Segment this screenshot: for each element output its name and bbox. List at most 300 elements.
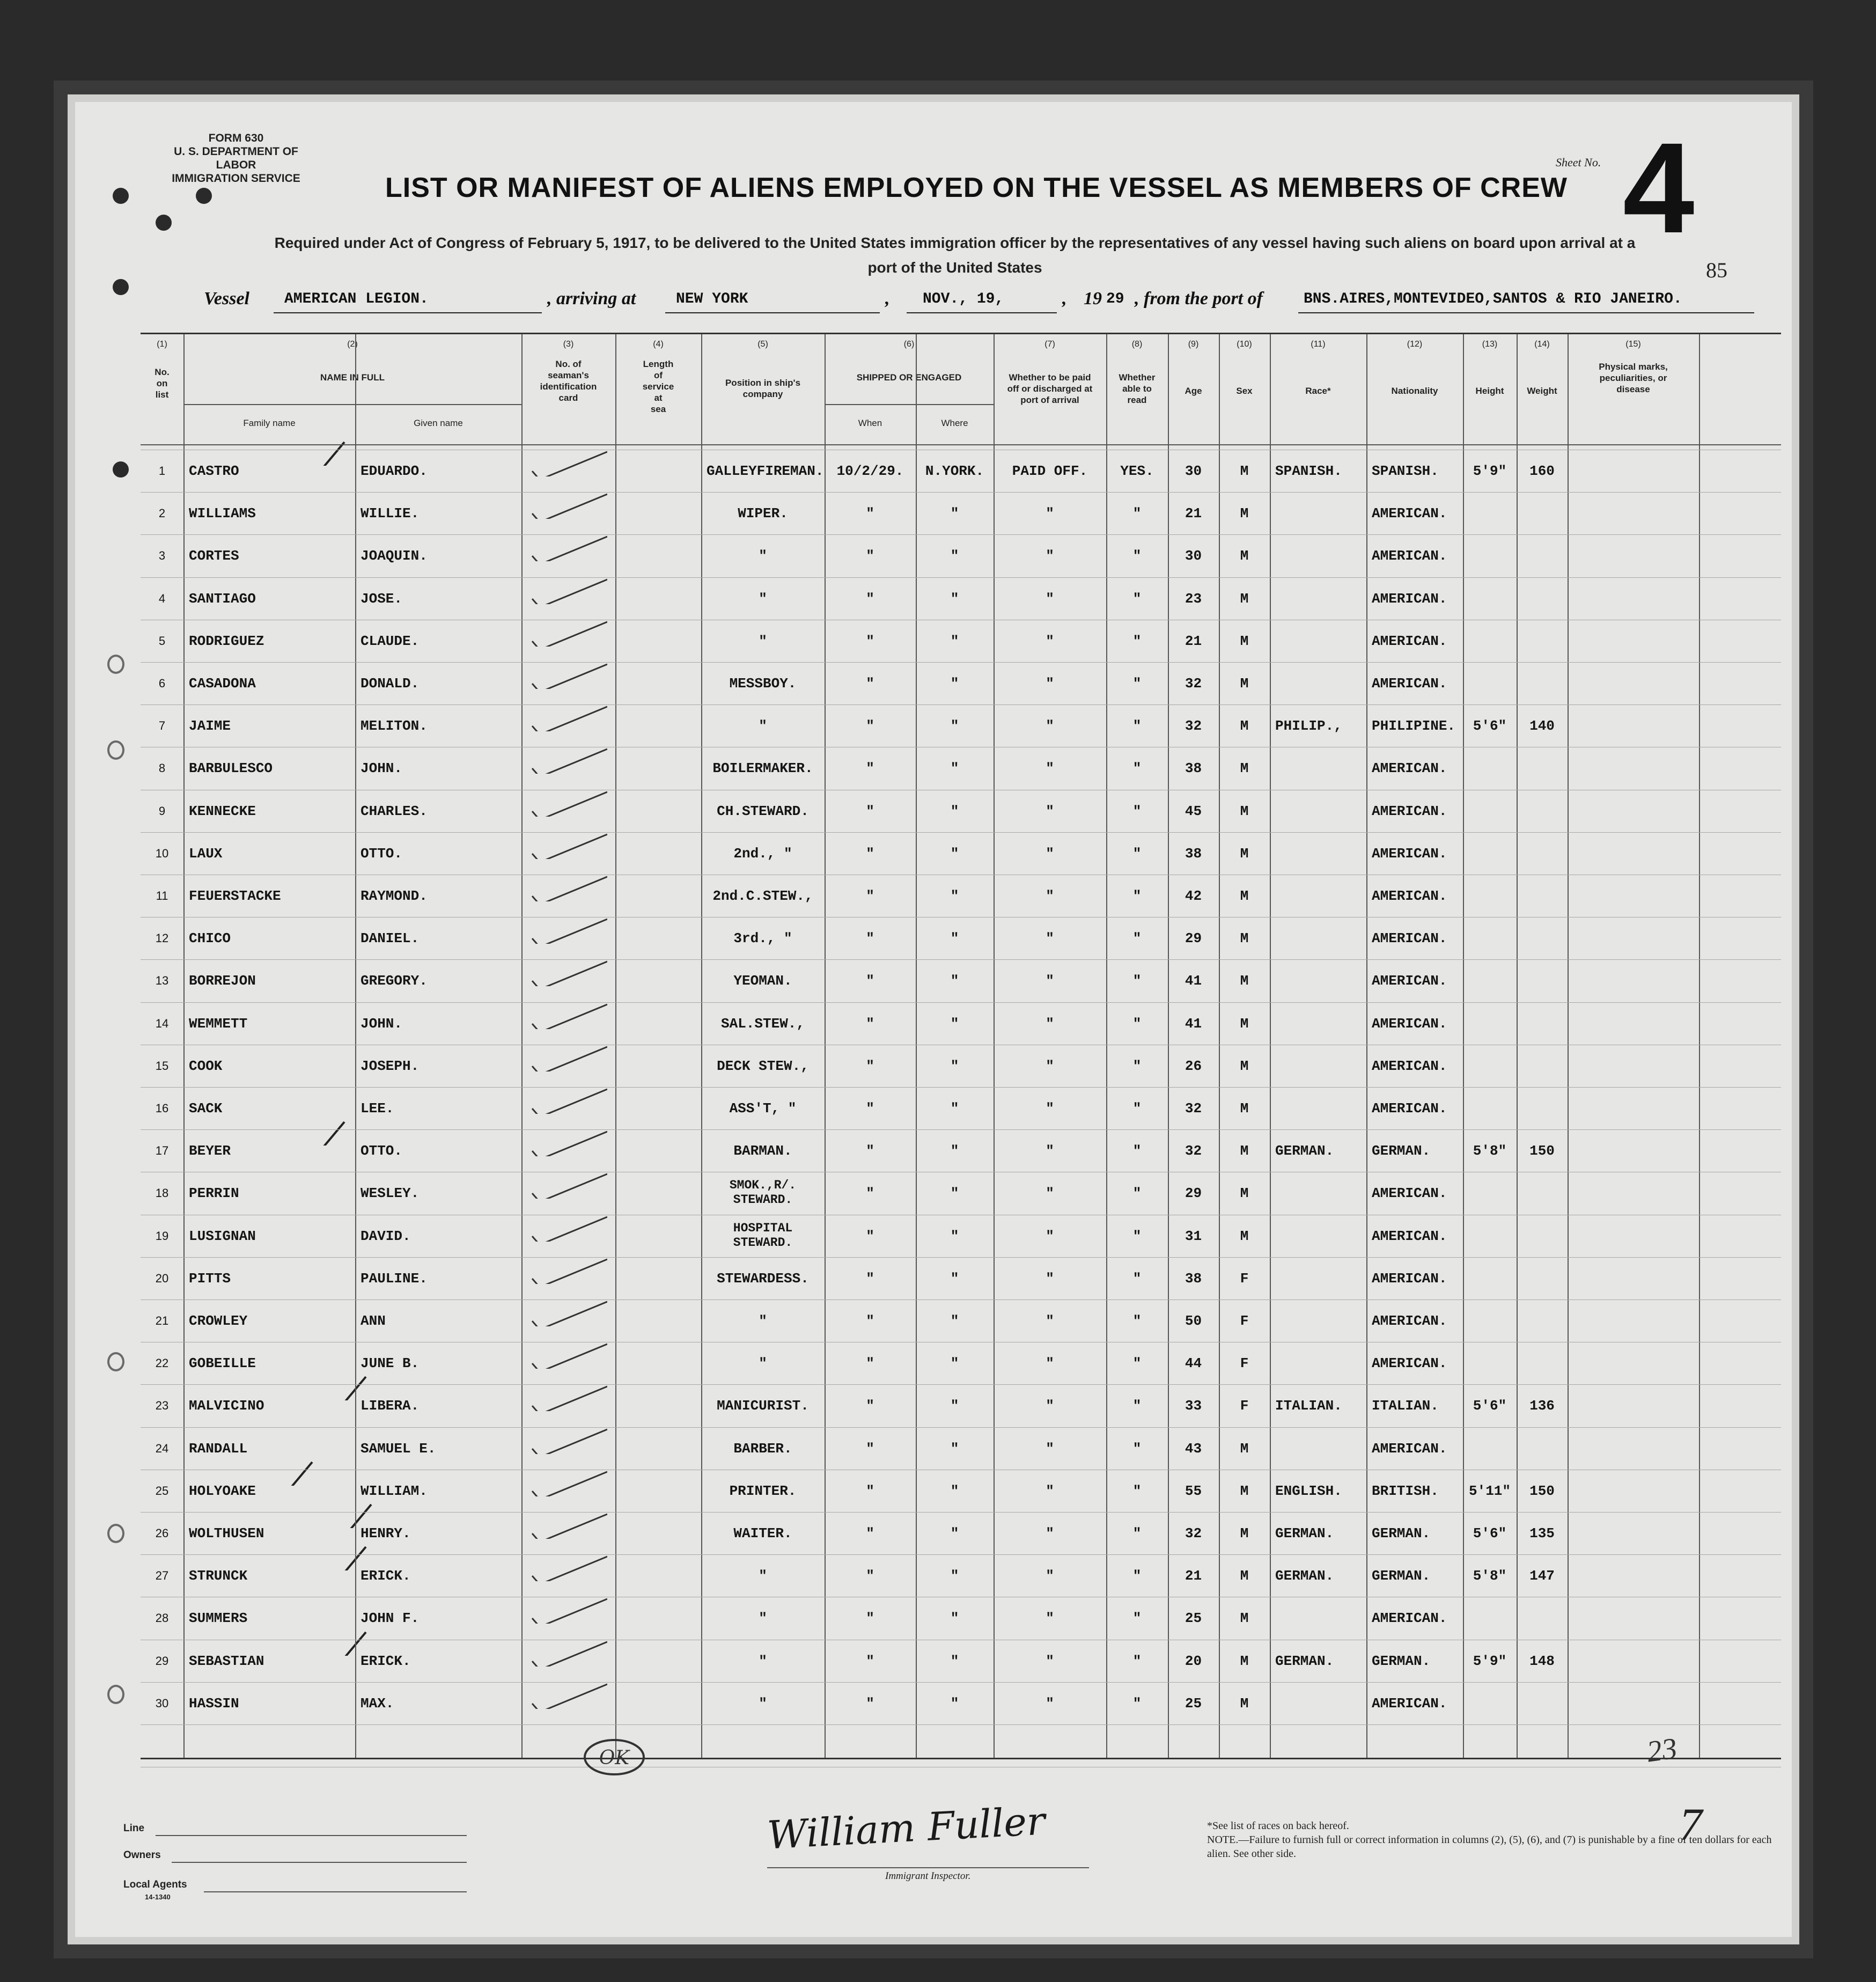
cell-sex: M [1240,803,1249,819]
subtitle-line-1: Required under Act of Congress of February 5, 1917, to be delivered to the United States immigration officer by the representatives of any vessel having such aliens on board upon arrival at a [274,234,1636,251]
cell-given: WILLIE. [361,505,420,522]
cell-position: SMOK.,R/. STEWARD. [729,1178,797,1207]
cell-when: " [866,633,874,649]
cell-nationality: AMERICAN. [1372,1313,1447,1329]
cell-sex: M [1240,1185,1249,1202]
cell-when: " [866,888,874,904]
cell-age: 32 [1185,676,1202,692]
cell-sex: F [1240,1355,1249,1372]
cell-age: 25 [1185,1610,1202,1627]
cell-weight: 140 [1529,718,1555,735]
cell-read: " [1132,633,1142,649]
cell-given: MAX. [361,1695,394,1712]
inspector-signature: William Fuller [766,1798,1047,1858]
cell-sex: M [1240,1143,1249,1159]
cell-age: 30 [1185,548,1202,564]
cell-height: 5'9" [1473,463,1507,479]
checkmark-icon [527,492,607,519]
cell-no: 13 [155,974,169,988]
cell-nationality: GERMAN. [1372,1653,1431,1669]
checkmark-icon [527,747,607,774]
vessel-name: AMERICAN LEGION. [284,291,429,307]
cell-when: " [866,1143,874,1159]
cell-when: " [866,718,874,735]
cell-nationality: AMERICAN. [1372,505,1447,522]
cell-nationality: AMERICAN. [1372,548,1447,564]
cell-position: BOILERMAKER. [712,760,813,777]
cell-family: COOK [189,1058,223,1074]
col-num-4: (4) [653,340,664,349]
cell-paid: " [1046,1610,1054,1627]
cell-given: WILLIAM. [361,1482,428,1499]
cell-no: 7 [158,719,166,733]
cell-where: " [950,1398,959,1414]
checkmark-icon [527,1384,607,1411]
checkmark-icon [527,1427,607,1454]
header-name-in-full: NAME IN FULL [320,372,385,383]
cell-position: GALLEYFIREMAN. [707,463,824,479]
cell-paid: " [1046,1398,1054,1414]
cell-position: 2nd.C.STEW., [712,888,813,904]
header-given-name: Given name [414,418,463,428]
cell-nationality: AMERICAN. [1372,760,1447,777]
cell-sex: M [1240,930,1249,947]
header-service: Length of service at sea [642,359,674,414]
cell-age: 38 [1185,760,1202,777]
cell-sex: M [1240,1228,1249,1244]
cell-paid: " [1046,1270,1054,1287]
checkmark-icon [527,1129,607,1156]
col-num-14: (14) [1534,340,1550,349]
cell-family: CHICO [189,930,231,947]
cell-given: GREGORY. [361,973,428,989]
cell-age: 33 [1185,1398,1202,1414]
cell-no: 27 [155,1569,169,1583]
header-height: Height [1475,386,1504,396]
cell-family: CASADONA [189,676,256,692]
cell-position: " [759,1355,767,1372]
cell-race: GERMAN. [1275,1143,1334,1159]
checkmark-icon [527,1470,607,1496]
cell-no: 21 [155,1314,169,1327]
cell-age: 32 [1185,718,1202,735]
cell-read: " [1132,1355,1142,1372]
cell-where: " [950,1568,959,1584]
cell-given: DONALD. [361,676,420,692]
cell-no: 19 [155,1229,169,1243]
checkmark-icon [527,1045,607,1071]
binder-ring [107,1352,124,1371]
cell-family: JAIME [189,718,231,735]
cell-family: MALVICINO [189,1398,264,1414]
crew-table [141,333,1781,1759]
col-num-15: (15) [1625,340,1641,349]
cell-when: " [866,676,874,692]
cell-nationality: AMERICAN. [1372,1270,1447,1287]
cell-given: LIBERA. [361,1398,420,1414]
cell-read: " [1132,1143,1142,1159]
cell-age: 32 [1185,1100,1202,1117]
cell-nationality: AMERICAN. [1372,1610,1447,1627]
cell-when: " [866,973,874,989]
cell-nationality: AMERICAN. [1372,1440,1447,1457]
checkmark-icon [527,1300,607,1326]
cell-age: 50 [1185,1313,1202,1329]
cell-sex: M [1240,676,1249,692]
cell-height: 5'6" [1473,1525,1507,1541]
cell-family: PERRIN [189,1185,239,1202]
cell-sex: M [1240,845,1249,862]
cell-family: KENNECKE [189,803,256,819]
cell-nationality: AMERICAN. [1372,1058,1447,1074]
cell-where: " [950,1185,959,1202]
cell-when: 10/2/29. [836,463,904,479]
cell-weight: 160 [1529,463,1555,479]
cell-where: " [950,505,959,522]
header-position: Position in ship's company [725,378,801,399]
cell-where: " [950,1695,959,1712]
subtitle-line-2: port of the United States [867,259,1042,276]
cell-family: BORREJON [189,973,256,989]
binder-ring [107,655,124,674]
cell-where: " [950,760,959,777]
cell-position: " [759,633,767,649]
cell-no: 25 [155,1484,169,1497]
punch-hole [113,461,129,478]
cell-given: RAYMOND. [361,888,428,904]
cell-position: BARMAN. [733,1143,792,1159]
year-prefix: 19 [1084,289,1102,309]
checkmark-icon [527,534,607,561]
department-stamp: FORM 630 U. S. DEPARTMENT OF LABOR IMMIGRATION SERVICE [172,132,300,185]
col-num-9: (9) [1188,340,1199,349]
cell-nationality: GERMAN. [1372,1568,1431,1584]
cell-given: DANIEL. [361,930,420,947]
cell-family: BARBULESCO [189,760,273,777]
cell-position: 3rd., " [733,930,792,947]
cell-when: " [866,1568,874,1584]
cell-where: " [950,803,959,819]
line-label: Line [123,1823,145,1834]
header-weight: Weight [1527,386,1557,396]
cell-age: 42 [1185,888,1202,904]
checkmark-icon [301,1119,382,1146]
cell-no: 29 [155,1654,169,1668]
cell-height: 5'6" [1473,718,1507,735]
cell-paid: " [1046,760,1054,777]
cell-paid: " [1046,1440,1054,1457]
checkmark-icon [527,1554,607,1581]
cell-family: SEBASTIAN [189,1653,264,1669]
cell-no: 10 [155,846,169,860]
from-label: , from the port of [1135,289,1263,309]
cell-given: JOHN. [361,760,403,777]
cell-nationality: ITALIAN. [1372,1398,1439,1414]
checkmark-icon [323,1374,403,1400]
cell-age: 38 [1185,1270,1202,1287]
cell-race: ENGLISH. [1275,1482,1342,1499]
cell-when: " [866,1313,874,1329]
cell-given: JOHN. [361,1015,403,1032]
checkmark-icon [527,1512,607,1539]
cell-family: WILLIAMS [189,505,256,522]
cell-nationality: AMERICAN. [1372,1100,1447,1117]
cell-paid: " [1046,930,1054,947]
cell-when: " [866,1015,874,1032]
cell-given: JOAQUIN. [361,548,428,564]
cell-sex: M [1240,1568,1249,1584]
cell-read: " [1132,1482,1142,1499]
cell-race: ITALIAN. [1275,1398,1342,1414]
cell-sex: F [1240,1270,1249,1287]
cell-no: 24 [155,1441,169,1455]
checkmark-icon [328,1501,409,1528]
cell-nationality: AMERICAN. [1372,1228,1447,1244]
cell-where: " [950,845,959,862]
cell-when: " [866,590,874,607]
cell-when: " [866,845,874,862]
cell-nationality: PHILIPINE. [1372,718,1456,735]
punch-hole [113,188,129,204]
cell-given: EDUARDO. [361,463,428,479]
checkmark-icon [323,1629,403,1656]
cell-paid: " [1046,633,1054,649]
cell-read: " [1132,1525,1142,1541]
cell-position: PRINTER. [729,1482,797,1499]
cell-position: " [759,590,767,607]
header-when: When [858,418,882,428]
cell-weight: 148 [1529,1653,1555,1669]
cell-no: 4 [158,591,166,605]
departure-ports: BNS.AIRES,MONTEVIDEO,SANTOS & RIO JANEIRO. [1304,291,1682,307]
cell-no: 30 [155,1696,169,1710]
cell-no: 18 [155,1186,169,1200]
cell-no: 22 [155,1356,169,1370]
cell-family: HASSIN [189,1695,239,1712]
col-num-11: (11) [1311,340,1326,349]
cell-family: SUMMERS [189,1610,248,1627]
arrival-port: NEW YORK [676,291,748,307]
cell-given: OTTO. [361,845,403,862]
cell-no: 28 [155,1611,169,1625]
cell-family: FEUERSTACKE [189,888,281,904]
cell-where: " [950,676,959,692]
cell-paid: " [1046,1355,1054,1372]
page-title: LIST OR MANIFEST OF ALIENS EMPLOYED ON THE VESSEL AS MEMBERS OF CREW [385,172,1568,203]
arrival-date: NOV., 19, [923,291,1004,307]
cell-read: " [1132,1228,1142,1244]
cell-where: " [950,1653,959,1669]
checkmark-icon [527,1002,607,1029]
cell-sex: M [1240,548,1249,564]
cell-no: 17 [155,1144,169,1158]
cell-given: ERICK. [361,1653,411,1669]
cell-read: " [1132,845,1142,862]
agents-label: Local Agents [123,1879,187,1890]
cell-age: 23 [1185,590,1202,607]
cell-age: 32 [1185,1143,1202,1159]
cell-height: 5'8" [1473,1568,1507,1584]
cell-paid: " [1046,718,1054,735]
checkmark-icon [527,1682,607,1709]
checkmark-icon [527,1172,607,1199]
vessel-label: Vessel [204,289,249,309]
cell-nationality: AMERICAN. [1372,590,1447,607]
header-marks: Physical marks, peculiarities, or disease [1599,362,1668,394]
col-num-7: (7) [1044,340,1055,349]
cell-family: WEMMETT [189,1015,248,1032]
header-race: Race* [1305,386,1331,396]
inspector-label: Immigrant Inspector. [885,1870,971,1882]
cell-position: " [759,1568,767,1584]
cell-sex: M [1240,1015,1249,1032]
cell-given: OTTO. [361,1143,403,1159]
footer-notes [1207,1819,1786,1861]
cell-when: " [866,1355,874,1372]
cell-paid: " [1046,548,1054,564]
header-id-card: No. of seaman's identification card [540,359,597,403]
cell-read: " [1132,973,1142,989]
cell-where: " [950,1143,959,1159]
checkmark-icon [301,439,382,466]
cell-weight: 150 [1529,1482,1555,1499]
cell-read: " [1132,1610,1142,1627]
circled-text: OK [599,1747,630,1769]
header-age: Age [1185,386,1202,396]
cell-read: " [1132,760,1142,777]
col-num-12: (12) [1407,340,1423,349]
cell-sex: M [1240,633,1249,649]
cell-read: " [1132,803,1142,819]
cell-family: CROWLEY [189,1313,248,1329]
cell-when: " [866,1100,874,1117]
header-nationality: Nationality [1391,386,1438,396]
checkmark-icon [527,1257,607,1284]
cell-where: " [950,1100,959,1117]
cell-no: 5 [158,634,166,648]
cell-sex: M [1240,1610,1249,1627]
cell-when: " [866,1525,874,1541]
cell-nationality: AMERICAN. [1372,676,1447,692]
cell-given: DAVID. [361,1228,411,1244]
cell-read: " [1132,1653,1142,1669]
cell-position: ASS'T, " [729,1100,797,1117]
cell-age: 55 [1185,1482,1202,1499]
cell-no: 15 [155,1059,169,1073]
cell-family: GOBEILLE [189,1355,256,1372]
cell-paid: " [1046,973,1054,989]
cell-no: 2 [158,506,166,520]
cell-family: STRUNCK [189,1568,248,1584]
cell-position: HOSPITAL STEWARD. [733,1221,793,1250]
header-read: Whether able to read [1119,372,1156,405]
cell-nationality: AMERICAN. [1372,803,1447,819]
cell-read: " [1132,1270,1142,1287]
cell-position: BARBER. [733,1440,792,1457]
cell-where: " [950,1058,959,1074]
cell-read: " [1132,505,1142,522]
cell-race: GERMAN. [1275,1568,1334,1584]
cell-read: " [1132,888,1142,904]
cell-read: " [1132,548,1142,564]
cell-position: DECK STEW., [717,1058,809,1074]
cell-age: 21 [1185,633,1202,649]
cell-given: CLAUDE. [361,633,420,649]
cell-given: JOSEPH. [361,1058,420,1074]
cell-sex: M [1240,1482,1249,1499]
cell-where: " [950,718,959,735]
cell-when: " [866,760,874,777]
cell-where: " [950,1015,959,1032]
cell-no: 1 [158,464,166,478]
cell-age: 25 [1185,1695,1202,1712]
cell-age: 30 [1185,463,1202,479]
cell-given: MELITON. [361,718,428,735]
cell-height: 5'8" [1473,1143,1507,1159]
cell-nationality: AMERICAN. [1372,888,1447,904]
cell-read: " [1132,1100,1142,1117]
cell-sex: M [1240,505,1249,522]
cell-paid: " [1046,888,1054,904]
cell-sex: M [1240,1525,1249,1541]
cell-sex: M [1240,718,1249,735]
cell-where: " [950,1610,959,1627]
cell-given: JOHN F. [361,1610,420,1627]
cell-paid: " [1046,1695,1054,1712]
cell-age: 21 [1185,505,1202,522]
cell-given: HENRY. [361,1525,411,1541]
cell-nationality: BRITISH. [1372,1482,1439,1499]
cell-no: 6 [158,677,166,690]
cell-age: 32 [1185,1525,1202,1541]
cell-family: RODRIGUEZ [189,633,264,649]
note-races: *See list of races on back hereof. [1207,1820,1349,1832]
cell-no: 20 [155,1271,169,1285]
owners-label: Owners [123,1849,161,1861]
col-num-6: (6) [903,340,915,349]
cell-nationality: AMERICAN. [1372,930,1447,947]
cell-given: LEE. [361,1100,394,1117]
col-num-5: (5) [757,340,768,349]
cell-height: 5'11" [1468,1482,1511,1499]
cell-no: 16 [155,1102,169,1115]
cell-height: 5'6" [1473,1398,1507,1414]
cell-read: " [1132,930,1142,947]
cell-age: 43 [1185,1440,1202,1457]
cell-position: " [759,718,767,735]
punch-hole [113,279,129,295]
cell-when: " [866,1610,874,1627]
col-num-1: (1) [157,340,167,349]
cell-paid: " [1046,1228,1054,1244]
checkmark-icon [527,959,607,986]
cell-sex: M [1240,973,1249,989]
checkmark-icon [527,577,607,604]
cell-read: " [1132,1058,1142,1074]
checkmark-icon [527,790,607,817]
cell-age: 29 [1185,930,1202,947]
cell-no: 9 [158,804,166,818]
binder-ring [107,740,124,760]
cell-where: " [950,548,959,564]
subtitle [134,231,1776,280]
cell-when: " [866,1398,874,1414]
cell-age: 21 [1185,1568,1202,1584]
cell-read: " [1132,718,1142,735]
cell-age: 26 [1185,1058,1202,1074]
cell-sex: F [1240,1313,1249,1329]
sheet-label: Sheet No. [1556,156,1601,169]
